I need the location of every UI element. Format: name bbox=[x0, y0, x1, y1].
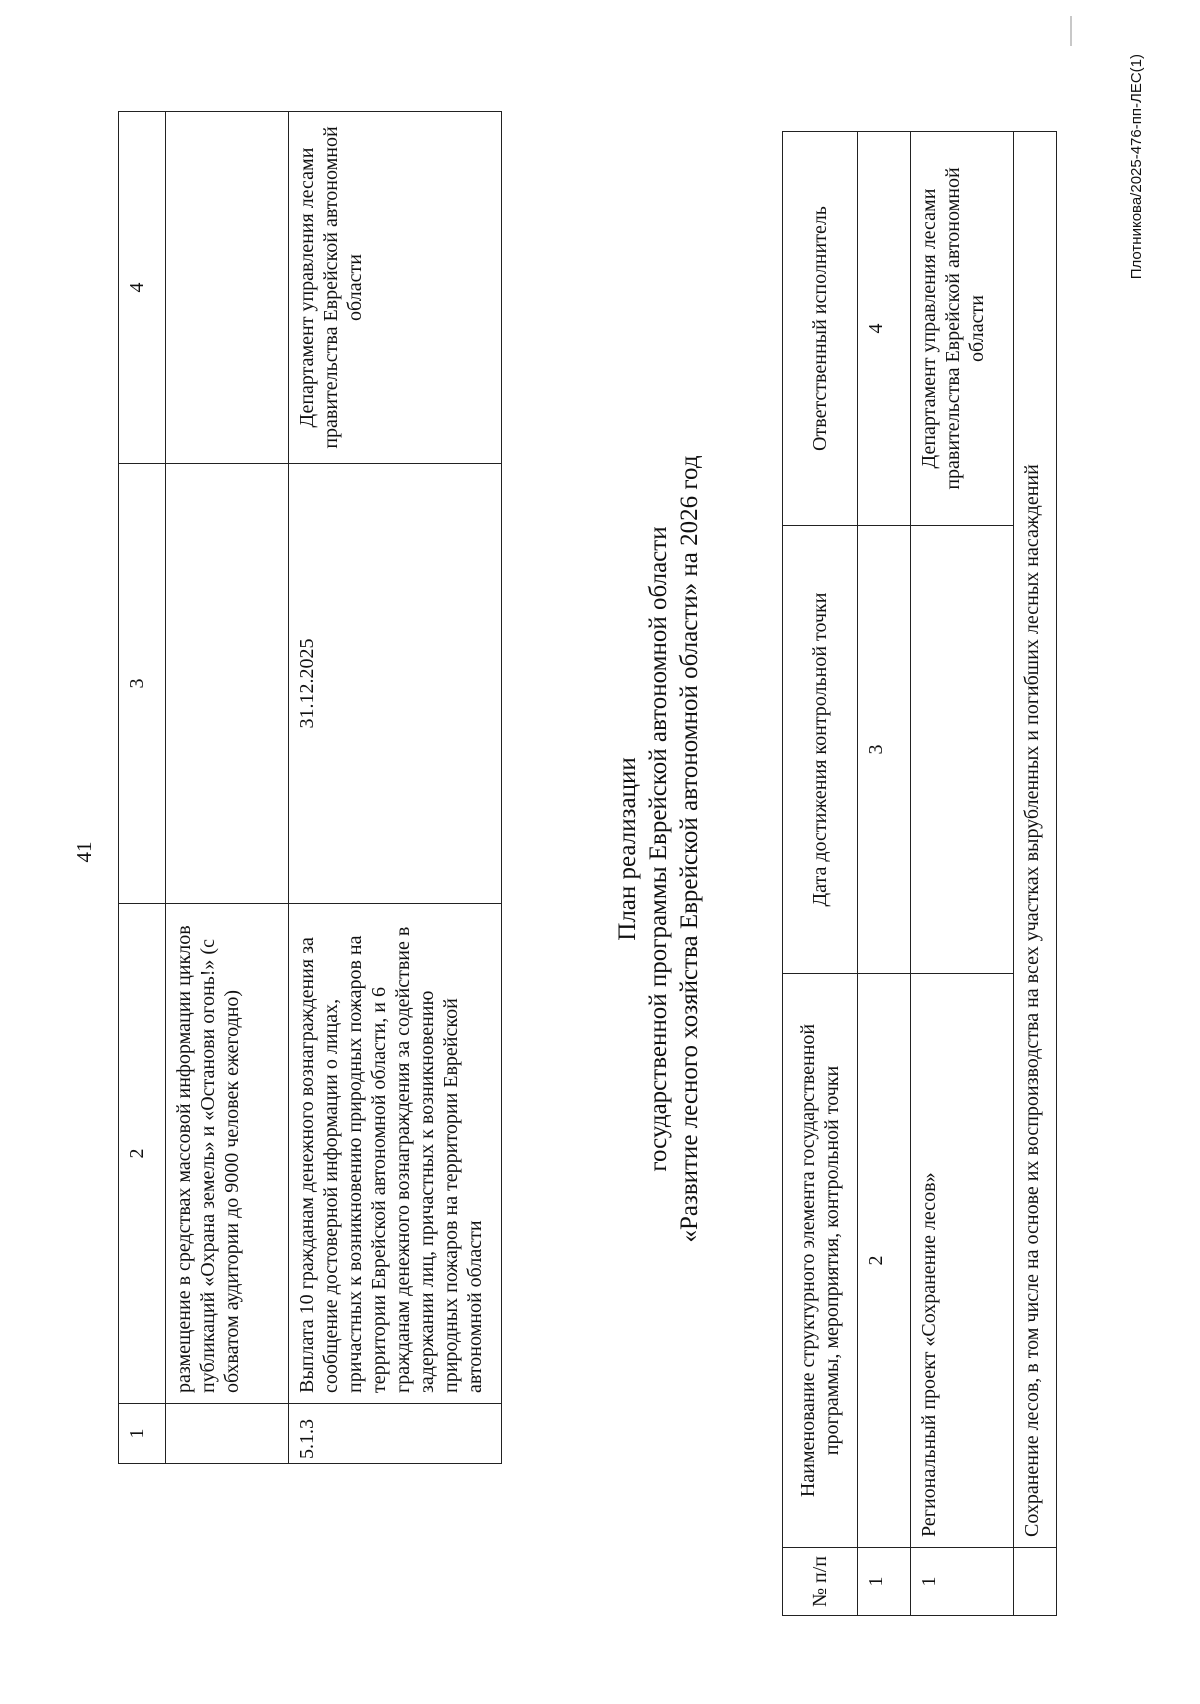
row-name: размещение в средствах массовой информации циклов публикаций «Охрана земель» и «Останови огонь!» (с обхватом аудитории до 9000 человек ежегодно) bbox=[166, 904, 289, 1404]
page-number: 41 bbox=[72, 841, 96, 863]
column-number-3: 3 bbox=[119, 464, 166, 904]
table-row bbox=[911, 132, 1014, 1616]
header-executor: Ответственный исполнитель bbox=[783, 132, 858, 526]
table-numbering-row bbox=[858, 132, 911, 1616]
document-code: Плотникова/2025-476-пп-ЛЕС(1) bbox=[1128, 54, 1145, 280]
column-number-1: 1 bbox=[858, 1548, 911, 1616]
plan-title-line-2: государственной программы Еврейской автономной области bbox=[645, 526, 672, 1172]
column-number-1: 1 bbox=[119, 1404, 166, 1464]
scan-mark bbox=[1070, 16, 1072, 46]
table-header-row bbox=[119, 112, 166, 1464]
column-number-3: 3 bbox=[858, 526, 911, 974]
table-row bbox=[166, 112, 289, 1464]
column-number-2: 2 bbox=[119, 904, 166, 1404]
row-name: Выплата 10 гражданам денежного вознаграждения за сообщение достоверной информации о лицах, причастных к возникновению природных пожаров на территории Еврейской автономной области, и 6 гражданам денежного вознаграждения за содействие в задержании лиц, причастных к возникновению природных пожаров на территории Еврейской автономной области bbox=[289, 904, 502, 1404]
row-date bbox=[911, 526, 1014, 974]
column-number-4: 4 bbox=[858, 132, 911, 526]
row-executor: Департамент управления лесами правительства Еврейской автономной области bbox=[911, 132, 1014, 526]
table-row bbox=[289, 112, 502, 1464]
row-date bbox=[166, 464, 289, 904]
row-executor bbox=[166, 112, 289, 464]
column-number-4: 4 bbox=[119, 112, 166, 464]
row-number: 5.1.3 bbox=[289, 1404, 502, 1464]
column-number-2: 2 bbox=[858, 974, 911, 1548]
task-row: Сохранение лесов, в том числе на основе их воспроизводства на всех участках вырубленных и погибших лесных насаждений bbox=[1014, 132, 1057, 1548]
table-header-row bbox=[783, 132, 858, 1616]
header-date: Дата достижения контрольной точки bbox=[783, 526, 858, 974]
continuation-table bbox=[118, 111, 502, 1464]
table-row bbox=[1014, 132, 1057, 1616]
row-name: Региональный проект «Сохранение лесов» bbox=[911, 974, 1014, 1548]
row-number bbox=[1014, 1548, 1057, 1616]
row-executor: Департамент управления лесами правительства Еврейской автономной области bbox=[289, 112, 502, 464]
plan-title-line-1: План реализации bbox=[614, 757, 641, 941]
row-number: 1 bbox=[911, 1548, 1014, 1616]
row-date: 31.12.2025 bbox=[289, 464, 502, 904]
plan-title bbox=[612, 154, 705, 1544]
row-number bbox=[166, 1404, 289, 1464]
plan-title-line-3: «Развитие лесного хозяйства Еврейской автономной области» на 2026 год bbox=[676, 455, 703, 1243]
plan-table bbox=[782, 131, 1057, 1616]
header-number: № п/п bbox=[783, 1548, 858, 1616]
header-name: Наименование структурного элемента государственной программы, мероприятия, контрольной точки bbox=[783, 974, 858, 1548]
